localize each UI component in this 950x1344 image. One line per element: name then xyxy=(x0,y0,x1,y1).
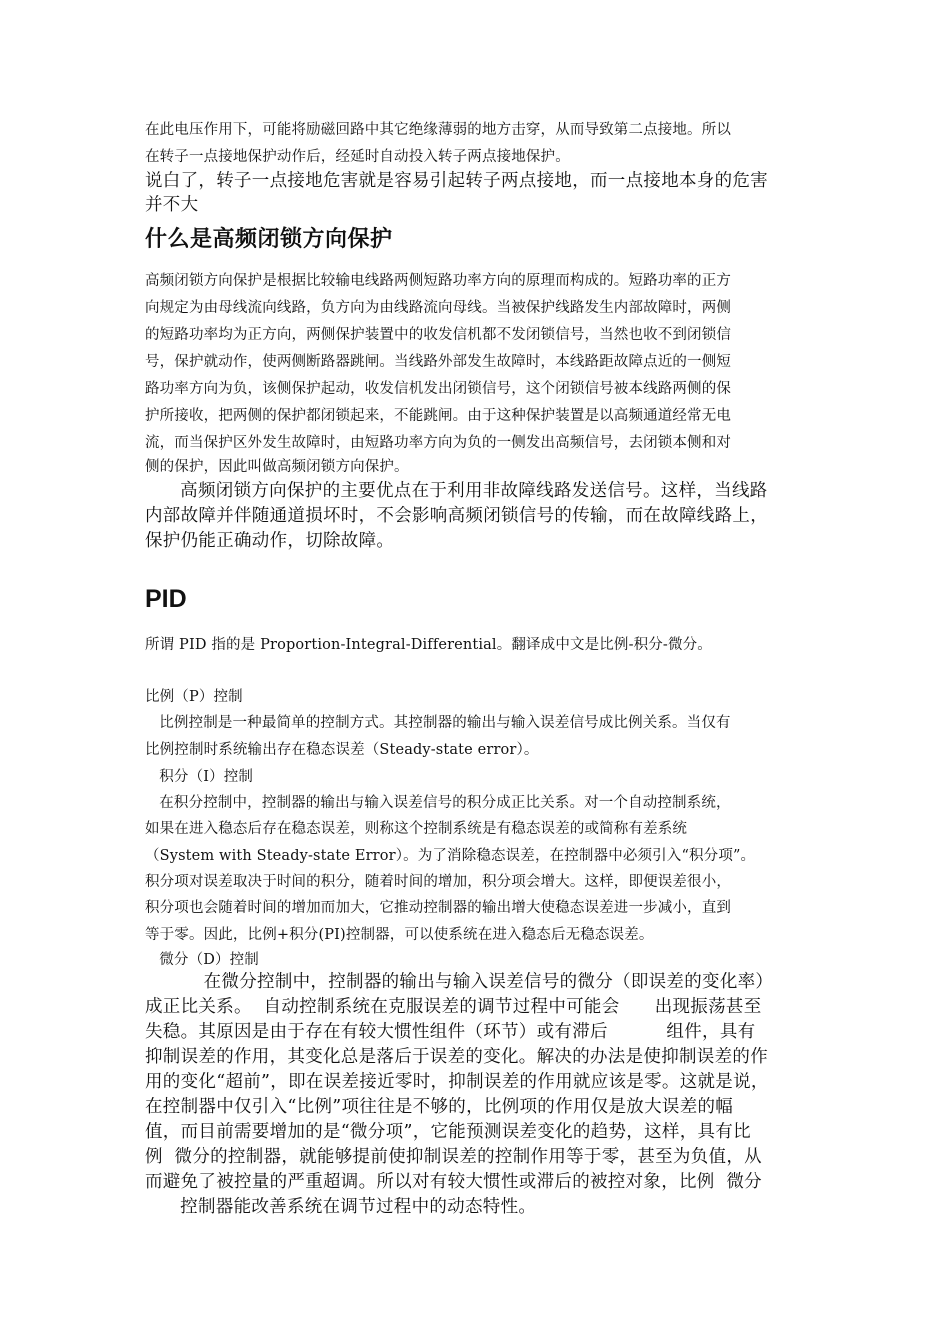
text-line: 侧的保护，因此叫做高频闭锁方向保护。 xyxy=(145,459,409,475)
text-line: 积分（I）控制 xyxy=(145,769,254,785)
text-line: 高频闭锁方向保护是根据比较输电线路两侧短路功率方向的原理而构成的。短路功率的正方 xyxy=(145,273,731,289)
text-line: 比例控制时系统输出存在稳态误差（Steady-state error）。 xyxy=(145,742,539,758)
text-line: 积分项对误差取决于时间的积分，随着时间的增加，积分项会增大。这样，即便误差很小， xyxy=(145,874,731,890)
text-line: 用的变化“超前”，即在误差接近零时，抑制误差的作用就应该是零。这就是说， xyxy=(145,1072,769,1092)
text-line: 路功率方向为负，该侧保护起动，收发信机发出闭锁信号，这个闭锁信号被本线路两侧的保 xyxy=(145,381,731,397)
text-line: 例 微分的控制器，就能够提前使抑制误差的控制作用等于零，甚至为负值，从 xyxy=(145,1147,762,1167)
text-line: 微分（D）控制 xyxy=(145,952,259,968)
text-line: 比例控制是一种最简单的控制方式。其控制器的输出与输入误差信号成比例关系。当仅有 xyxy=(145,715,731,731)
text-line: 并不大 xyxy=(145,195,199,215)
text-line: 成正比关系。 自动控制系统在克服误差的调节过程中可能会 出现振荡甚至 xyxy=(145,997,762,1017)
text-line: 在积分控制中，控制器的输出与输入误差信号的积分成正比关系。对一个自动控制系统， xyxy=(145,795,731,811)
text-line: 说白了，转子一点接地危害就是容易引起转子两点接地，而一点接地本身的危害 xyxy=(145,171,768,191)
text-line: 高频闭锁方向保护的主要优点在于利用非故障线路发送信号。这样，当线路 xyxy=(145,481,768,501)
text-line: 号，保护就动作，使两侧断路器跳闸。当线路外部发生故障时，本线路距故障点近的一侧短 xyxy=(145,354,731,370)
text-line: 失稳。其原因是由于存在有较大惯性组件（环节）或有滞后 组件，具有 xyxy=(145,1022,756,1042)
text-line: 积分项也会随着时间的增加而加大，它推动控制器的输出增大使稳态误差进一步减小，直到 xyxy=(145,900,731,916)
text-line: 值，而目前需要增加的是“微分项”，它能预测误差变化的趋势，这样，具有比 xyxy=(145,1122,751,1142)
text-line: 在转子一点接地保护动作后，经延时自动投入转子两点接地保护。 xyxy=(145,149,570,165)
text-line: 抑制误差的作用，其变化总是落后于误差的变化。解决的办法是使抑制误差的作 xyxy=(145,1047,768,1067)
text-line: 所谓 PID 指的是 Proportion-Integral-Differential。翻译成中文是比例-积分-微分。 xyxy=(145,637,712,653)
text-line: 如果在进入稳态后存在稳态误差，则称这个控制系统是有稳态误差的或简称有差系统 xyxy=(145,821,688,837)
section-heading: PID xyxy=(145,585,187,613)
text-line: 比例（P）控制 xyxy=(145,689,243,705)
text-line: 保护仍能正确动作，切除故障。 xyxy=(145,531,395,551)
text-line: 在此电压作用下，可能将励磁回路中其它绝缘薄弱的地方击穿，从而导致第二点接地。所以 xyxy=(145,122,731,138)
section-heading: 什么是高频闭锁方向保护 xyxy=(145,226,393,252)
text-line: 而避免了被控量的严重超调。所以对有较大惯性或滞后的被控对象，比例 微分 xyxy=(145,1172,762,1192)
text-line: 向规定为由母线流向线路，负方向为由线路流向母线。当被保护线路发生内部故障时，两侧 xyxy=(145,300,731,316)
text-line: 控制器能改善系统在调节过程中的动态特性。 xyxy=(145,1197,537,1217)
text-line: （System with Steady-state Error）。为了消除稳态误差，在控制器中必须引入“积分项”。 xyxy=(145,848,756,864)
text-line: 等于零。因此，比例+积分(PI)控制器，可以使系统在进入稳态后无稳态误差。 xyxy=(145,927,654,943)
text-line: 流，而当保护区外发生故障时，由短路功率方向为负的一侧发出高频信号，去闭锁本侧和对 xyxy=(145,435,731,451)
text-line: 的短路功率均为正方向，两侧保护装置中的收发信机都不发闭锁信号，当然也收不到闭锁信 xyxy=(145,327,731,343)
text-line: 内部故障并伴随通道损坏时，不会影响高频闭锁信号的传输，而在故障线路上， xyxy=(145,506,768,526)
text-line: 护所接收，把两侧的保护都闭锁起来，不能跳闸。由于这种保护装置是以高频通道经常无电 xyxy=(145,408,731,424)
text-line: 在微分控制中，控制器的输出与输入误差信号的微分（即误差的变化率） xyxy=(145,972,774,992)
text-line: 在控制器中仅引入“比例”项往往是不够的，比例项的作用仅是放大误差的幅 xyxy=(145,1097,734,1117)
